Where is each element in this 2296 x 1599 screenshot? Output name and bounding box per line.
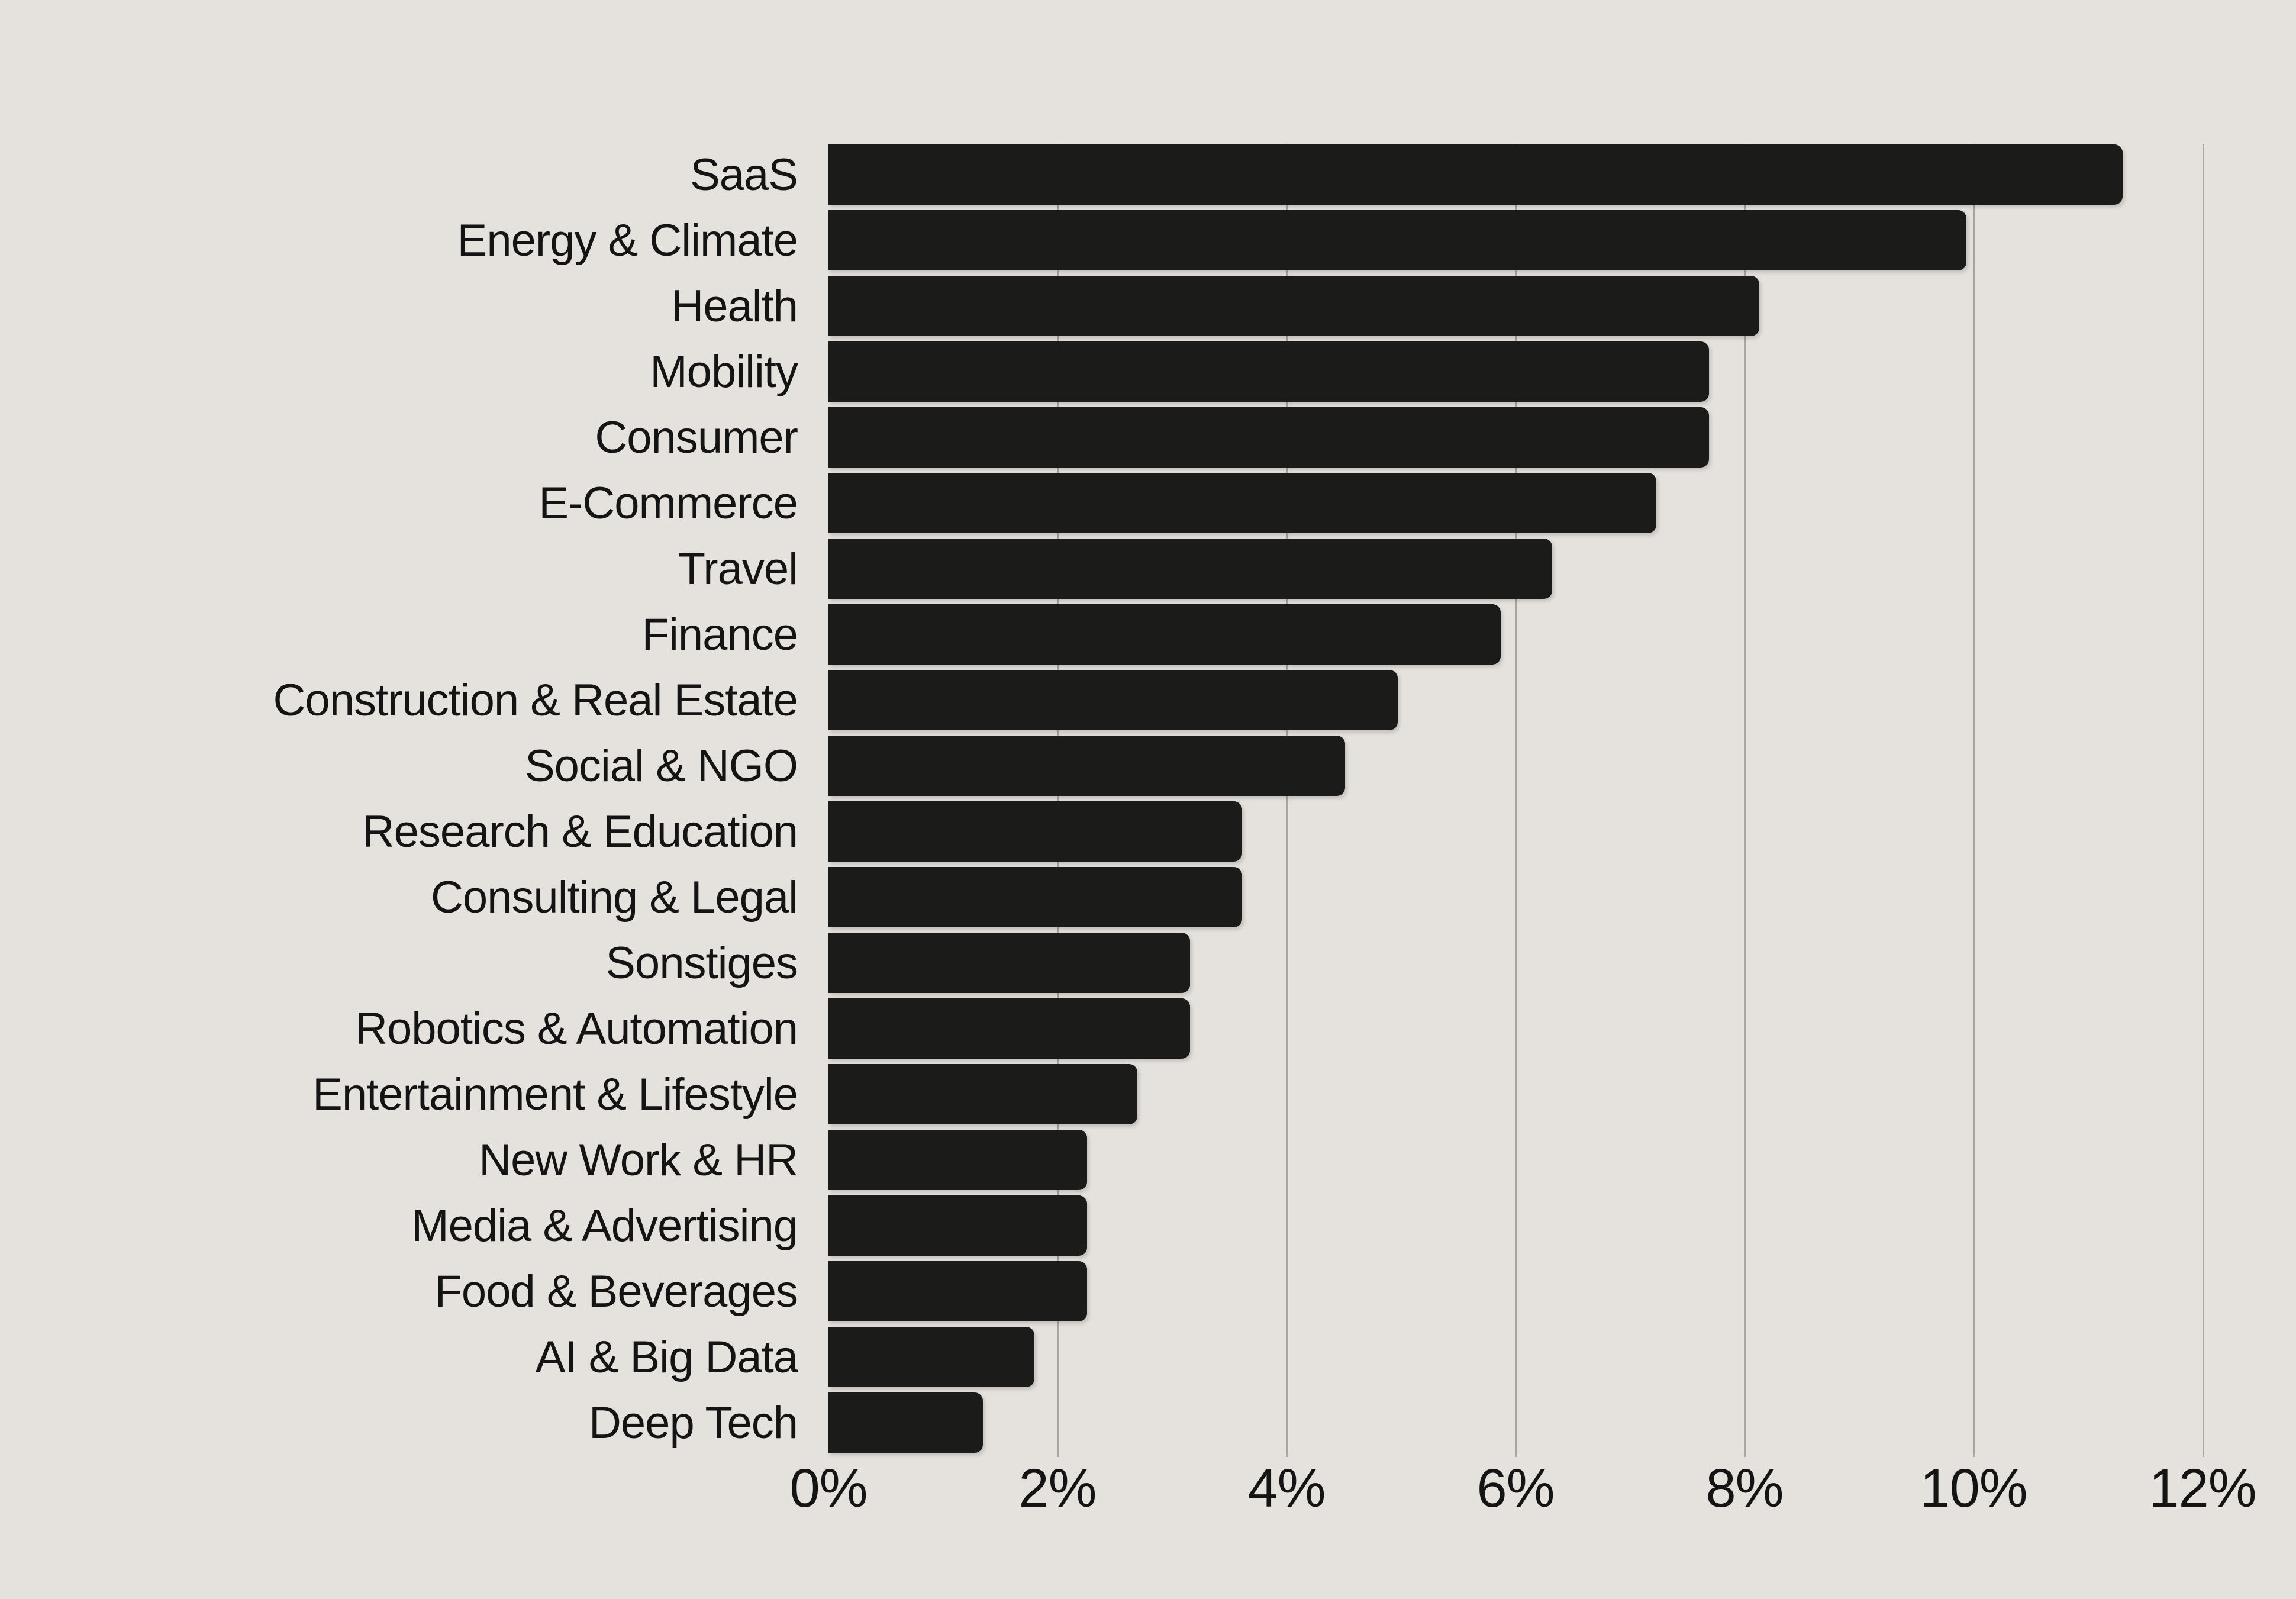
gridline (2203, 144, 2204, 1457)
bar (828, 933, 1190, 993)
category-label: Deep Tech (589, 1397, 798, 1448)
bar (828, 736, 1345, 796)
category-label: Social & NGO (524, 740, 798, 791)
category-label: Robotics & Automation (355, 1003, 798, 1054)
bar (828, 1261, 1087, 1321)
x-axis-tick-label: 8% (1705, 1458, 1784, 1519)
bar (828, 144, 2123, 205)
x-axis-tick-label: 4% (1247, 1458, 1326, 1519)
bar (828, 539, 1552, 599)
bar (828, 867, 1242, 927)
bar (828, 407, 1709, 468)
bar (828, 998, 1190, 1059)
bar (828, 1195, 1087, 1256)
x-axis-tick-label: 2% (1018, 1458, 1097, 1519)
category-label: AI & Big Data (535, 1332, 798, 1382)
bar (828, 801, 1242, 862)
category-label: Sonstiges (605, 937, 798, 988)
category-label: E-Commerce (538, 478, 798, 528)
bar (828, 210, 1966, 270)
category-label: Entertainment & Lifestyle (312, 1069, 798, 1120)
category-label: Health (671, 281, 798, 331)
x-axis-tick-label: 6% (1476, 1458, 1555, 1519)
bar (828, 604, 1501, 665)
bar (828, 1130, 1087, 1190)
category-label: Media & Advertising (411, 1200, 798, 1251)
category-label: Research & Education (362, 806, 798, 857)
category-label: SaaS (690, 149, 798, 200)
bar (828, 1327, 1034, 1387)
category-label: Energy & Climate (457, 215, 798, 266)
x-axis-tick-label: 12% (2149, 1458, 2256, 1519)
x-axis-tick-label: 0% (789, 1458, 868, 1519)
category-label: Finance (641, 609, 798, 660)
category-label: Consulting & Legal (431, 872, 798, 923)
gridline (1515, 144, 1517, 1457)
category-label: Consumer (595, 412, 798, 463)
bar (828, 473, 1656, 533)
gridline (1057, 144, 1059, 1457)
bar (828, 276, 1759, 336)
gridline (1973, 144, 1975, 1457)
gridline (1286, 144, 1288, 1457)
x-axis-tick-label: 10% (1920, 1458, 2027, 1519)
category-label: Travel (678, 543, 798, 594)
category-label: New Work & HR (479, 1134, 798, 1185)
category-label: Mobility (650, 346, 798, 397)
bar (828, 670, 1398, 730)
gridline (1744, 144, 1746, 1457)
bar (828, 1064, 1137, 1124)
category-label: Food & Beverages (434, 1266, 798, 1317)
bar (828, 1392, 983, 1453)
bar (828, 341, 1709, 402)
category-label: Construction & Real Estate (273, 675, 798, 726)
